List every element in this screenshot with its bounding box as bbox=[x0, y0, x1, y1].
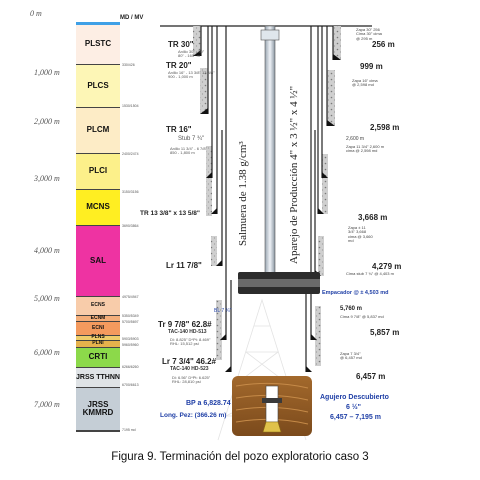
md-value: 5960/5960 bbox=[122, 343, 139, 347]
bp-label: BP a 6,828.74 bbox=[186, 400, 231, 407]
note-256: Zapa 30" 256 Cima 30" cima @ 295 m bbox=[356, 27, 382, 41]
cement-block bbox=[206, 146, 212, 216]
stratum-mcns: MCNS bbox=[76, 190, 120, 226]
depth-label: 5,000 m bbox=[34, 294, 60, 303]
tubing-hanger bbox=[261, 30, 279, 40]
note-3668: Zapa ± 11 3/4" 3,668 cima @ 3,660 md bbox=[348, 225, 373, 244]
depth-2598: 2,598 m bbox=[370, 123, 400, 132]
stratum-ecns: ECNS bbox=[76, 297, 120, 316]
depth-label: 6,000 m bbox=[34, 348, 60, 357]
md-value: 5700/5697 bbox=[122, 320, 139, 324]
bridge-plug bbox=[262, 398, 282, 403]
casing-label-13: TR 13 3/8" x 13 5/8" bbox=[140, 210, 201, 217]
casing-label-30: TR 30" bbox=[168, 40, 194, 49]
casing-sub-9: TAC-140 HD-513 bbox=[168, 329, 207, 335]
depth-3668: 3,668 m bbox=[358, 213, 388, 222]
cement-block bbox=[211, 236, 217, 266]
casing-sub-7: TAC-140 HD-523 bbox=[170, 366, 209, 372]
md-value: 6700/6613 bbox=[122, 383, 139, 387]
figure-caption: Figura 9. Terminación del pozo exploratorio caso 3 bbox=[111, 451, 369, 463]
depth-5760: 5,760 m bbox=[340, 306, 363, 312]
note-2598: Zapa 11 3/4" 2,600 m cima @ 2,598 md bbox=[346, 144, 385, 154]
note-6457: Zapa 7 3/4" @ 6,457 md bbox=[340, 351, 362, 361]
depth-256: 256 m bbox=[372, 40, 395, 49]
md-value: 5350/5349 bbox=[122, 314, 139, 318]
casing-label-11: Lr 11 7/8" bbox=[166, 261, 202, 270]
production-tubing bbox=[265, 26, 275, 276]
stratum-ecnm: ECNM bbox=[76, 316, 120, 322]
depth-6457: 6,457 m bbox=[356, 372, 386, 381]
casing-label-20: TR 20" bbox=[166, 61, 192, 70]
casing-label-16: TR 16" bbox=[166, 125, 192, 134]
md-value: 3690/3864 bbox=[122, 224, 139, 228]
stratum-ecni: ECNI bbox=[76, 322, 120, 336]
agujero-label: Agujero Descubierto bbox=[320, 394, 389, 401]
md-value: 330/426 bbox=[122, 63, 135, 67]
aparejo-label: Aparejo de Producción 4" x 3 ½" x 4 ½" bbox=[288, 85, 300, 264]
bit bbox=[263, 422, 281, 432]
md-value: 4975/4947 bbox=[122, 295, 139, 299]
casing-sub-30: Anillo 30" - 50" 80" - 165" m bbox=[178, 49, 205, 59]
stratum-plci: PLCI bbox=[76, 154, 120, 190]
agujero-size-label: 6 ½" bbox=[346, 404, 361, 411]
note-5760: Cima 9 7/8" @ 5,837 md bbox=[340, 314, 384, 319]
stratum-plcm: PLCM bbox=[76, 108, 120, 154]
bl-label: BL 7 ¾" bbox=[214, 308, 232, 314]
shoe-marker bbox=[306, 366, 312, 372]
stratum-crti: CRTI bbox=[76, 348, 120, 368]
depth-label: 2,000 m bbox=[34, 117, 60, 126]
empacador-label: Empacador @ ± 4,503 md bbox=[322, 290, 389, 296]
note-2600: 2,600 m bbox=[346, 136, 365, 142]
long-pez-label: Long. Pez: (366.26 m) bbox=[160, 412, 227, 419]
depth-label: 1,000 m bbox=[34, 68, 60, 77]
depth-label: 7,000 m bbox=[34, 400, 60, 409]
depth-5857: 5,857 m bbox=[370, 328, 400, 337]
md-mv-header: MD / MV bbox=[120, 15, 144, 21]
stratum-jrss-tthnn: JRSS TTHNN bbox=[76, 368, 120, 388]
depth-label-zero: 0 m bbox=[30, 9, 42, 18]
stratum-sal: SAL bbox=[76, 226, 120, 297]
cement-block bbox=[327, 70, 335, 126]
agujero-range-label: 6,457 – 7,195 m bbox=[330, 414, 381, 421]
depth-label: 4,000 m bbox=[34, 246, 60, 255]
stratum-plns: PLNS bbox=[76, 336, 120, 341]
shoe-marker bbox=[225, 366, 231, 372]
casing-label-9: Tr 9 7/8" 62.8# bbox=[158, 320, 212, 329]
md-value: 3150/3156 bbox=[122, 190, 139, 194]
md-value: 1530/1504 bbox=[122, 104, 139, 108]
casing-sub-20: Anillo 16" - 13 3/8" 13 3/8" 900 - 1,000 m bbox=[168, 70, 215, 80]
md-value: 6266/6260 bbox=[122, 365, 139, 369]
casing-note-9: Di: 8.825" D*Pt: 8.469" RHL: 15,512 psi bbox=[170, 337, 211, 347]
stratum-plcs: PLCS bbox=[76, 65, 120, 108]
salmuera-label: Salmuera de 1.38 g/cm³ bbox=[237, 141, 249, 246]
cement-block bbox=[318, 236, 324, 276]
cement-block bbox=[322, 154, 328, 214]
casing-label-7: Lr 7 3/4" 46.2# bbox=[162, 357, 217, 366]
depth-999: 999 m bbox=[360, 62, 383, 71]
depth-4279: 4,279 m bbox=[372, 262, 402, 271]
fish bbox=[266, 386, 278, 422]
depth-label: 3,000 m bbox=[34, 174, 60, 183]
md-value: 5903/5903 bbox=[122, 337, 139, 341]
cement-block bbox=[315, 306, 321, 366]
stratum-plstc: PLSTC bbox=[76, 25, 120, 65]
casing-sub-16: Stub 7 ¾" bbox=[178, 136, 205, 142]
casing-note-7: Di: 6.56" D*Pt: 6.625" RHL: 28,810 psi bbox=[172, 375, 211, 385]
stratum-jrss-kmmrd: JRSS KMMRD bbox=[76, 388, 120, 431]
cement-block bbox=[333, 26, 341, 60]
note-999: Zapa 16" cima @ 2,598 md bbox=[352, 78, 378, 88]
md-value: 7195 md bbox=[122, 428, 136, 432]
packer-band bbox=[238, 279, 320, 287]
md-value: 2400/2474 bbox=[122, 152, 139, 156]
stratum-plni: PLNI bbox=[76, 341, 120, 348]
note-4279: Cima stub 7 ¾" @ 4,403 m bbox=[346, 271, 394, 276]
casing-note-16: Anillo 11 3/4" - 6 7/8" 850 - 1,800 m bbox=[170, 146, 208, 156]
